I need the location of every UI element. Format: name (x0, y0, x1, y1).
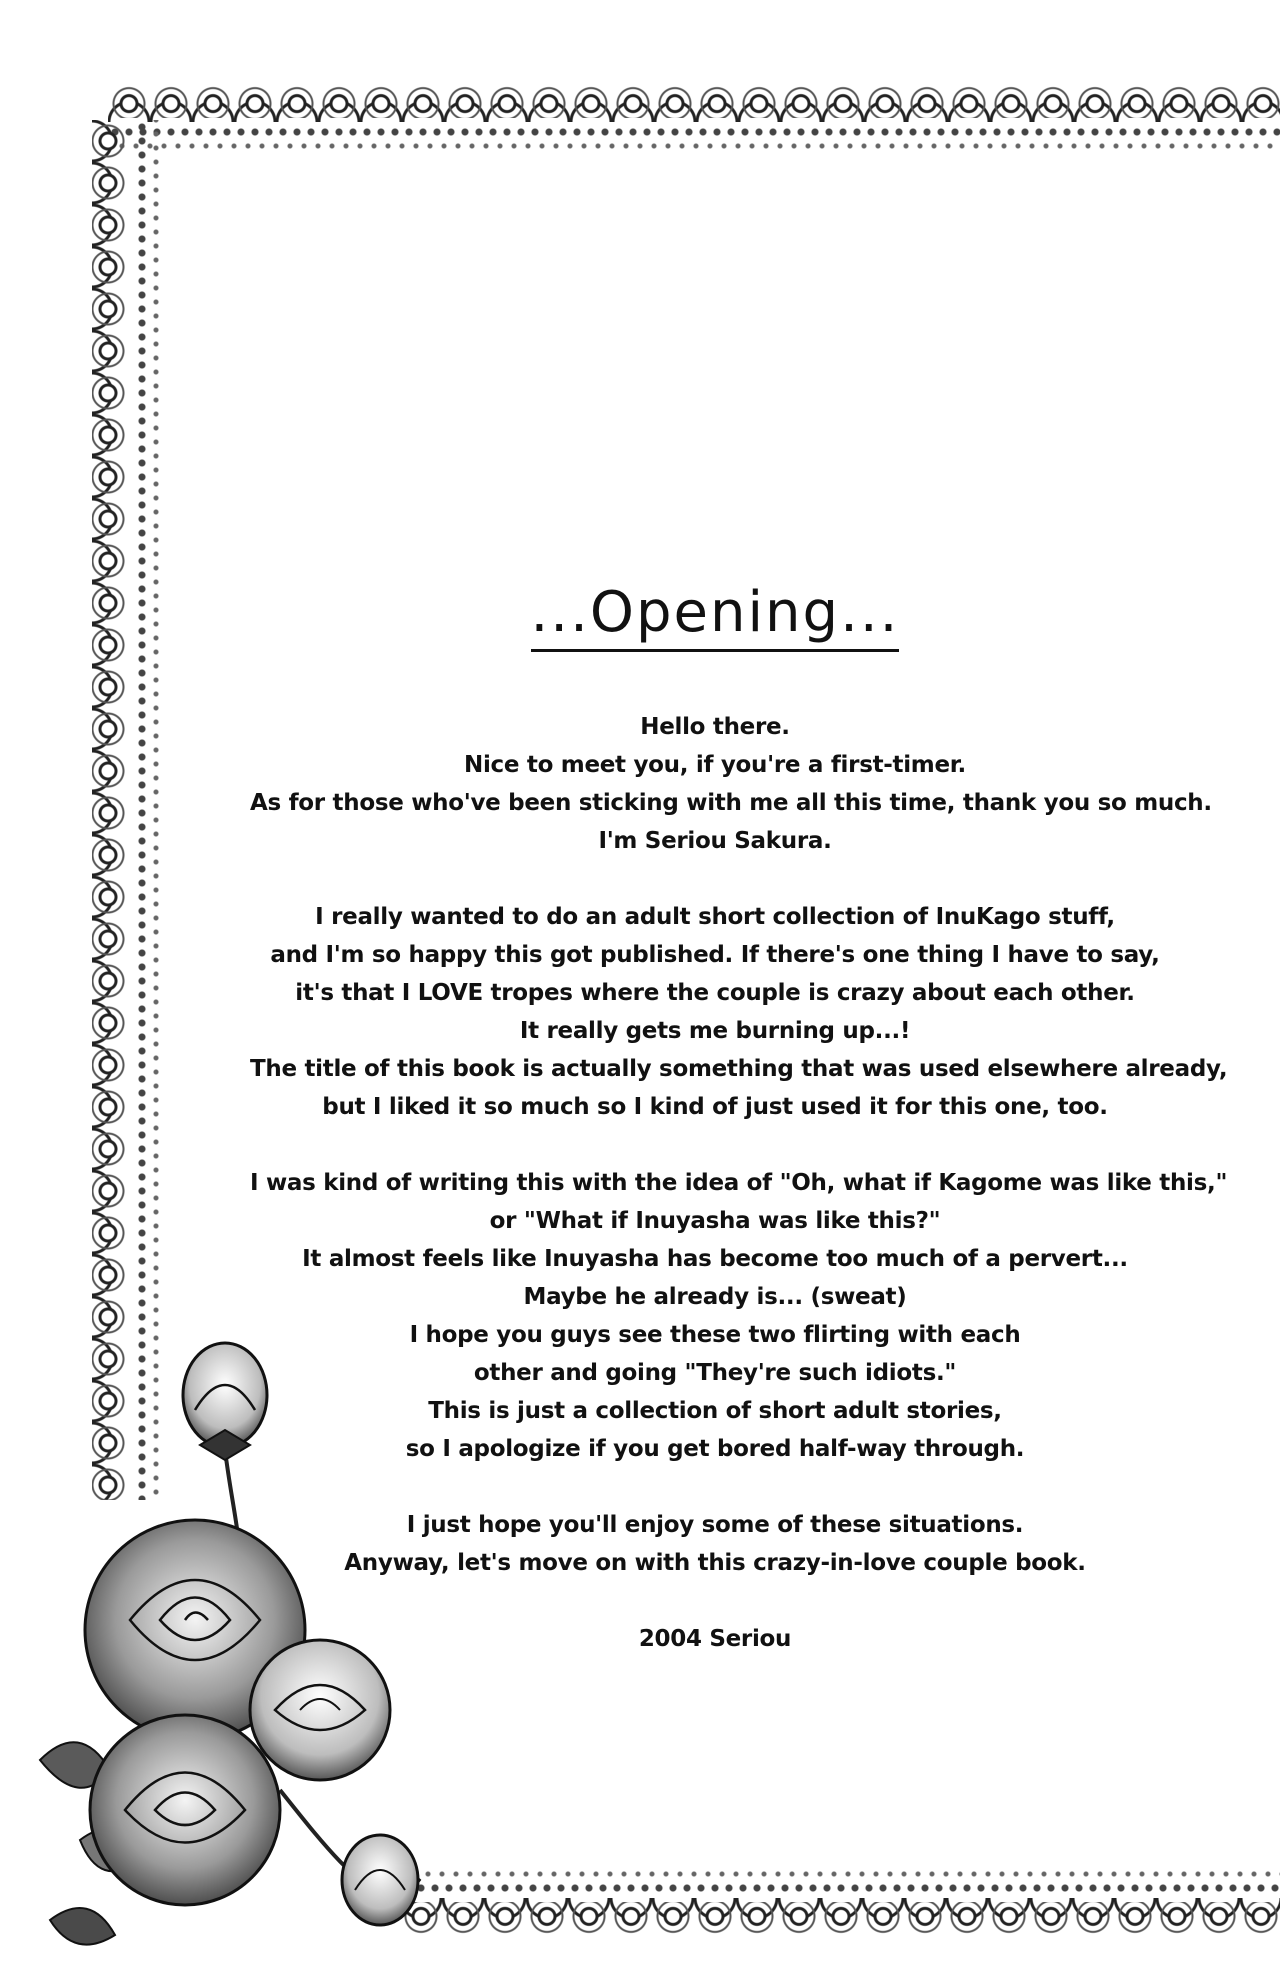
text-line: so I apologize if you get bored half-way through. (405, 1436, 1025, 1462)
paragraph-greeting (250, 708, 1212, 860)
text-line: It almost feels like Inuyasha has become too much of a pervert... (302, 1246, 1128, 1272)
paragraph-about-book (250, 898, 1228, 1126)
text-line: I really wanted to do an adult short collection of InuKago stuff, (315, 904, 1115, 930)
text-line: It really gets me burning up...! (519, 1018, 911, 1044)
lace-border-top (108, 82, 1280, 162)
paragraph-closing (250, 1506, 1180, 1582)
text-line: Maybe he already is... (sweat) (523, 1284, 907, 1310)
text-line: As for those who've been sticking with me all this time, thank you so much. (250, 790, 1212, 816)
letter-body (250, 708, 1228, 1658)
text-line: I hope you guys see these two flirting with each (409, 1322, 1021, 1348)
text-line: Nice to meet you, if you're a first-timer. (464, 752, 966, 778)
text-line: or "What if Inuyasha was like this?" (489, 1208, 941, 1234)
text-line: I'm Seriou Sakura. (598, 828, 832, 854)
text-line: I just hope you'll enjoy some of these situations. (406, 1512, 1024, 1538)
text-line: I was kind of writing this with the idea of "Oh, what if Kagome was like this," (250, 1170, 1228, 1196)
text-line: other and going "They're such idiots." (473, 1360, 957, 1386)
text-line: Hello there. (640, 714, 790, 740)
lace-border-bottom (400, 1858, 1280, 1938)
text-line: but I liked it so much so I kind of just used it for this one, too. (322, 1094, 1108, 1120)
text-line: it's that I LOVE tropes where the couple is crazy about each other. (295, 980, 1135, 1006)
text-line: and I'm so happy this got published. If there's one thing I have to say, (270, 942, 1160, 968)
page-title (0, 580, 1280, 645)
text-line: This is just a collection of short adult stories, (428, 1398, 1002, 1424)
signature: 2004 Seriou (638, 1626, 792, 1652)
text-line: Anyway, let's move on with this crazy-in-love couple book. (344, 1550, 1086, 1576)
paragraph-idea (250, 1164, 1228, 1468)
lace-border-left (92, 120, 170, 1500)
text-line: The title of this book is actually something that was used elsewhere already, (250, 1056, 1228, 1082)
page-title-text: ...Opening... (531, 580, 900, 652)
